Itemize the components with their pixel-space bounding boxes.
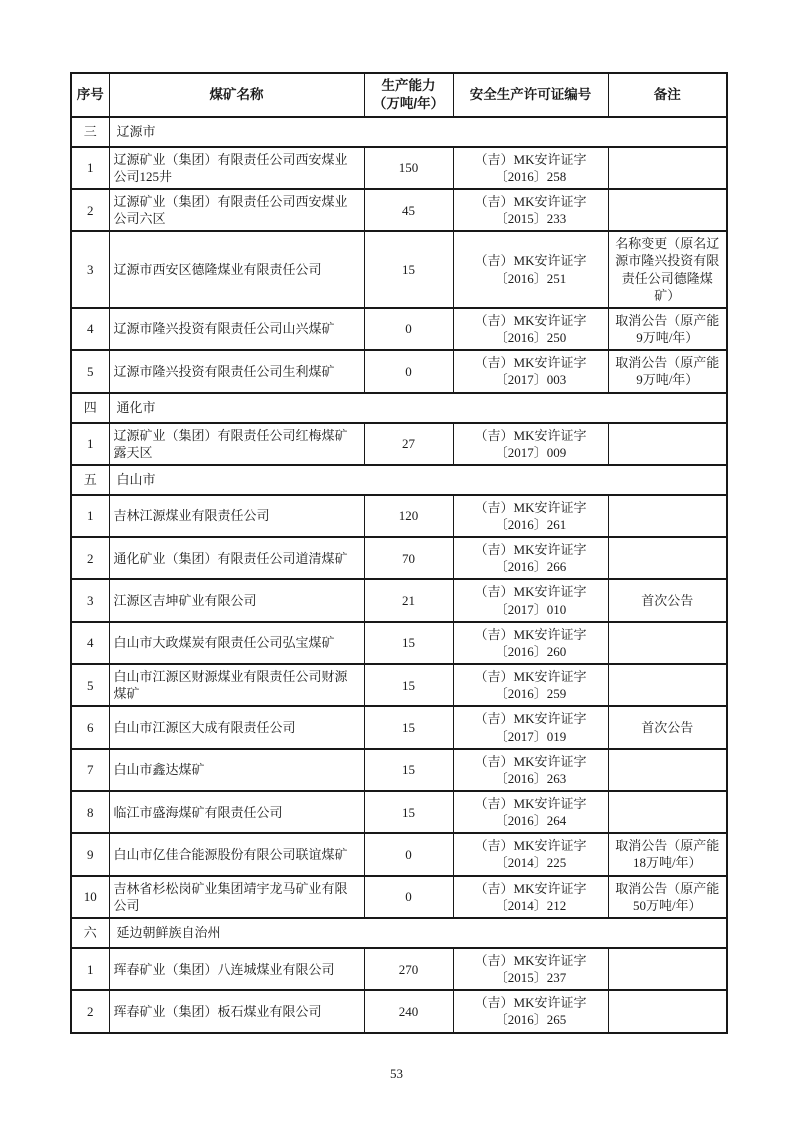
cell-no: 3: [71, 231, 109, 308]
header-cell-remark: 备注: [608, 73, 727, 117]
coal-mine-table: [70, 72, 728, 1034]
header-cell-no: 序号: [71, 73, 109, 117]
cell-license: （吉）MK安许证字〔2014〕225: [453, 833, 608, 875]
section-city: 辽源市: [109, 117, 727, 147]
cell-remark: [608, 189, 727, 231]
header-capacity-line1: 生产能力: [381, 78, 436, 93]
cell-license: （吉）MK安许证字〔2016〕264: [453, 791, 608, 833]
cell-mine-name: 通化矿业（集团）有限责任公司道清煤矿: [109, 537, 364, 579]
table-row: [71, 231, 727, 308]
cell-license: （吉）MK安许证字〔2017〕009: [453, 423, 608, 465]
cell-license: （吉）MK安许证字〔2016〕266: [453, 537, 608, 579]
cell-capacity: 15: [364, 791, 453, 833]
cell-capacity: 15: [364, 664, 453, 706]
cell-no: 2: [71, 537, 109, 579]
cell-remark: [608, 791, 727, 833]
cell-mine-name: 辽源矿业（集团）有限责任公司西安煤业公司六区: [109, 189, 364, 231]
cell-capacity: 70: [364, 537, 453, 579]
cell-capacity: 15: [364, 231, 453, 308]
cell-capacity: 15: [364, 622, 453, 664]
table-row: [71, 990, 727, 1032]
cell-mine-name: 白山市大政煤炭有限责任公司弘宝煤矿: [109, 622, 364, 664]
cell-capacity: 240: [364, 990, 453, 1032]
cell-license: （吉）MK安许证字〔2016〕261: [453, 495, 608, 537]
cell-capacity: 0: [364, 833, 453, 875]
cell-capacity: 0: [364, 876, 453, 918]
cell-capacity: 15: [364, 749, 453, 791]
cell-license: （吉）MK安许证字〔2016〕259: [453, 664, 608, 706]
header-cell-license: 安全生产许可证编号: [453, 73, 608, 117]
cell-no: 9: [71, 833, 109, 875]
cell-capacity: 15: [364, 706, 453, 748]
cell-no: 8: [71, 791, 109, 833]
table-row: [71, 308, 727, 350]
cell-remark: [608, 948, 727, 990]
table-row: [71, 706, 727, 748]
cell-capacity: 120: [364, 495, 453, 537]
section-row: [71, 465, 727, 495]
header-cell-capacity: [364, 73, 453, 117]
cell-remark: 首次公告: [608, 706, 727, 748]
cell-remark: 取消公告（原产能50万吨/年）: [608, 876, 727, 918]
cell-license: （吉）MK安许证字〔2014〕212: [453, 876, 608, 918]
table-row: [71, 189, 727, 231]
cell-license: （吉）MK安许证字〔2016〕265: [453, 990, 608, 1032]
cell-license: （吉）MK安许证字〔2017〕003: [453, 350, 608, 392]
cell-license: （吉）MK安许证字〔2016〕263: [453, 749, 608, 791]
cell-no: 1: [71, 948, 109, 990]
table-row: [71, 537, 727, 579]
cell-no: 10: [71, 876, 109, 918]
cell-capacity: 45: [364, 189, 453, 231]
table-row: [71, 147, 727, 189]
header-row: [71, 73, 727, 117]
section-index: 四: [71, 393, 109, 423]
cell-remark: [608, 622, 727, 664]
cell-license: （吉）MK安许证字〔2017〕019: [453, 706, 608, 748]
cell-remark: 取消公告（原产能9万吨/年）: [608, 350, 727, 392]
cell-license: （吉）MK安许证字〔2015〕237: [453, 948, 608, 990]
cell-no: 2: [71, 189, 109, 231]
cell-no: 1: [71, 423, 109, 465]
cell-mine-name: 临江市盛海煤矿有限责任公司: [109, 791, 364, 833]
cell-capacity: 270: [364, 948, 453, 990]
section-row: [71, 918, 727, 948]
cell-remark: [608, 537, 727, 579]
cell-mine-name: 白山市江源区大成有限责任公司: [109, 706, 364, 748]
cell-remark: 名称变更（原名辽源市隆兴投资有限责任公司德隆煤矿）: [608, 231, 727, 308]
cell-mine-name: 辽源市西安区德隆煤业有限责任公司: [109, 231, 364, 308]
cell-no: 5: [71, 350, 109, 392]
cell-mine-name: 吉林省杉松岗矿业集团靖宇龙马矿业有限公司: [109, 876, 364, 918]
section-index: 五: [71, 465, 109, 495]
cell-mine-name: 珲春矿业（集团）板石煤业有限公司: [109, 990, 364, 1032]
section-city: 通化市: [109, 393, 727, 423]
header-cell-name: 煤矿名称: [109, 73, 364, 117]
cell-remark: [608, 147, 727, 189]
section-index: 六: [71, 918, 109, 948]
cell-no: 7: [71, 749, 109, 791]
cell-no: 6: [71, 706, 109, 748]
cell-capacity: 0: [364, 308, 453, 350]
cell-mine-name: 白山市江源区财源煤业有限责任公司财源煤矿: [109, 664, 364, 706]
cell-mine-name: 辽源市隆兴投资有限责任公司山兴煤矿: [109, 308, 364, 350]
cell-mine-name: 吉林江源煤业有限责任公司: [109, 495, 364, 537]
cell-remark: [608, 423, 727, 465]
cell-capacity: 27: [364, 423, 453, 465]
table-row: [71, 350, 727, 392]
header-capacity-line2: （万吨/年）: [372, 95, 445, 111]
cell-remark: [608, 990, 727, 1032]
table-row: [71, 791, 727, 833]
cell-license: （吉）MK安许证字〔2015〕233: [453, 189, 608, 231]
table-row: [71, 948, 727, 990]
cell-mine-name: 辽源矿业（集团）有限责任公司西安煤业公司125井: [109, 147, 364, 189]
cell-remark: [608, 749, 727, 791]
cell-no: 2: [71, 990, 109, 1032]
cell-remark: [608, 495, 727, 537]
table-row: [71, 833, 727, 875]
cell-no: 1: [71, 147, 109, 189]
cell-license: （吉）MK安许证字〔2016〕250: [453, 308, 608, 350]
table-row: [71, 495, 727, 537]
cell-no: 3: [71, 579, 109, 621]
table-row: [71, 664, 727, 706]
cell-remark: [608, 664, 727, 706]
cell-mine-name: 白山市亿佳合能源股份有限公司联谊煤矿: [109, 833, 364, 875]
page-number: 53: [390, 1066, 403, 1081]
cell-license: （吉）MK安许证字〔2016〕258: [453, 147, 608, 189]
cell-remark: 首次公告: [608, 579, 727, 621]
section-city: 延边朝鲜族自治州: [109, 918, 727, 948]
cell-license: （吉）MK安许证字〔2016〕260: [453, 622, 608, 664]
table-row: [71, 622, 727, 664]
table-row: [71, 579, 727, 621]
cell-no: 4: [71, 622, 109, 664]
section-row: [71, 393, 727, 423]
section-row: [71, 117, 727, 147]
cell-capacity: 21: [364, 579, 453, 621]
cell-remark: 取消公告（原产能9万吨/年）: [608, 308, 727, 350]
cell-mine-name: 江源区吉坤矿业有限公司: [109, 579, 364, 621]
cell-mine-name: 辽源矿业（集团）有限责任公司红梅煤矿露天区: [109, 423, 364, 465]
cell-license: （吉）MK安许证字〔2016〕251: [453, 231, 608, 308]
section-index: 三: [71, 117, 109, 147]
cell-no: 1: [71, 495, 109, 537]
cell-capacity: 0: [364, 350, 453, 392]
cell-no: 5: [71, 664, 109, 706]
cell-remark: 取消公告（原产能18万吨/年）: [608, 833, 727, 875]
cell-license: （吉）MK安许证字〔2017〕010: [453, 579, 608, 621]
table-row: [71, 749, 727, 791]
cell-no: 4: [71, 308, 109, 350]
table-row: [71, 423, 727, 465]
cell-mine-name: 白山市鑫达煤矿: [109, 749, 364, 791]
table-row: [71, 876, 727, 918]
section-city: 白山市: [109, 465, 727, 495]
cell-capacity: 150: [364, 147, 453, 189]
cell-mine-name: 珲春矿业（集团）八连城煤业有限公司: [109, 948, 364, 990]
cell-mine-name: 辽源市隆兴投资有限责任公司生利煤矿: [109, 350, 364, 392]
table-body: [71, 117, 727, 1033]
